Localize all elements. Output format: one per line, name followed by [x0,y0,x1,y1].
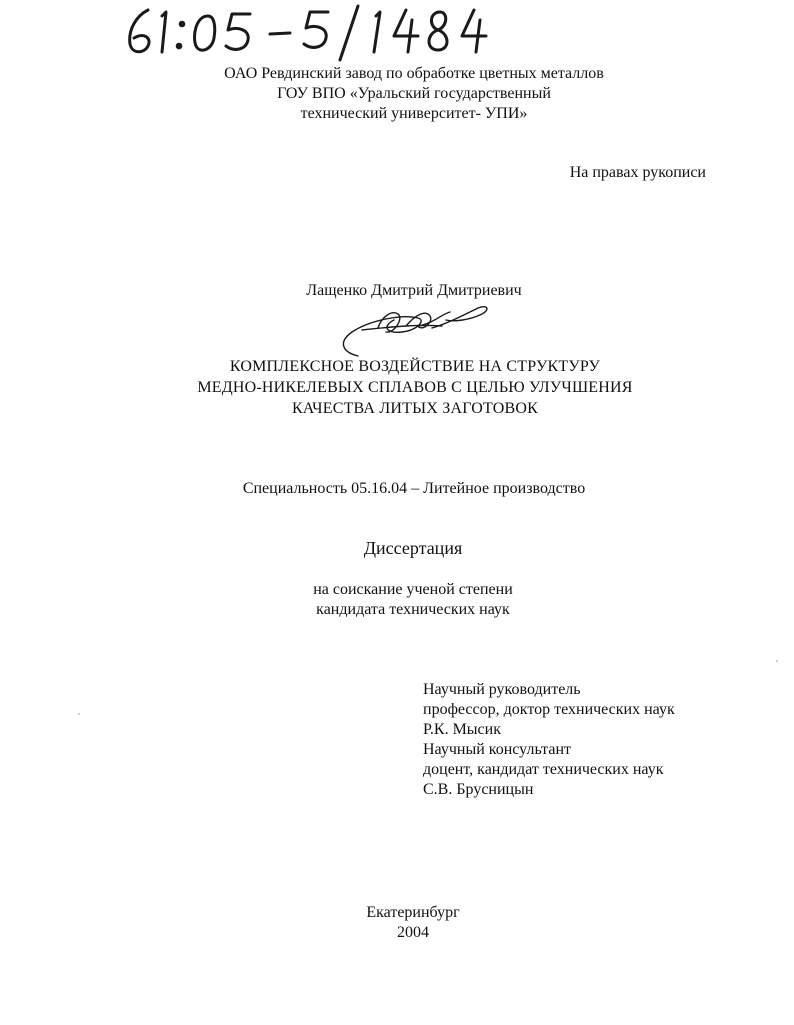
consultant-name: С.В. Брусницын [423,781,534,798]
document-type-block [0,537,794,559]
degree-line-1: на соискание ученой степени [313,581,513,598]
signature [322,296,497,358]
footer-year: 2004 [397,924,429,941]
footer-block [0,903,794,943]
consultant-role: Научный консультант [423,741,571,758]
scan-speck [78,713,80,715]
organization-line-2: ГОУ ВПО «Уральский государственный [277,85,551,102]
document-type: Диссертация [363,538,463,558]
specialty-block [0,479,794,499]
handwritten-archive-code [118,2,498,62]
author-name: Лащенко Дмитрий Дмитриевич [306,282,522,299]
supervisor-title: профессор, доктор технических наук [423,701,675,718]
title-line-3: КАЧЕСТВА ЛИТЫХ ЗАГОТОВОК [291,400,539,417]
scan-speck [776,660,778,662]
supervisor-name: Р.К. Мысик [423,721,501,738]
title-line-2: МЕДНО-НИКЕЛЕВЫХ СПЛАВОВ С ЦЕЛЬЮ УЛУЧШЕНИЯ [197,379,633,396]
rights-note: На правах рукописи [569,164,706,181]
supervisors-block [423,680,675,800]
dissertation-title [0,356,794,419]
organization-block [0,64,794,124]
title-line-1: КОМПЛЕКСНОЕ ВОЗДЕЙСТВИЕ НА СТРУКТУРУ [229,358,601,375]
organization-line-1: ОАО Ревдинский завод по обработке цветных металлов [224,65,604,82]
degree-line-2: кандидата технических наук [316,601,510,618]
supervisor-role: Научный руководитель [423,681,581,698]
specialty-text: Специальность 05.16.04 – Литейное производство [242,480,586,497]
organization-line-3: технический университет- УПИ» [300,105,528,122]
footer-city: Екатеринбург [366,904,460,921]
degree-block [0,580,794,620]
consultant-title: доцент, кандидат технических наук [423,761,664,778]
